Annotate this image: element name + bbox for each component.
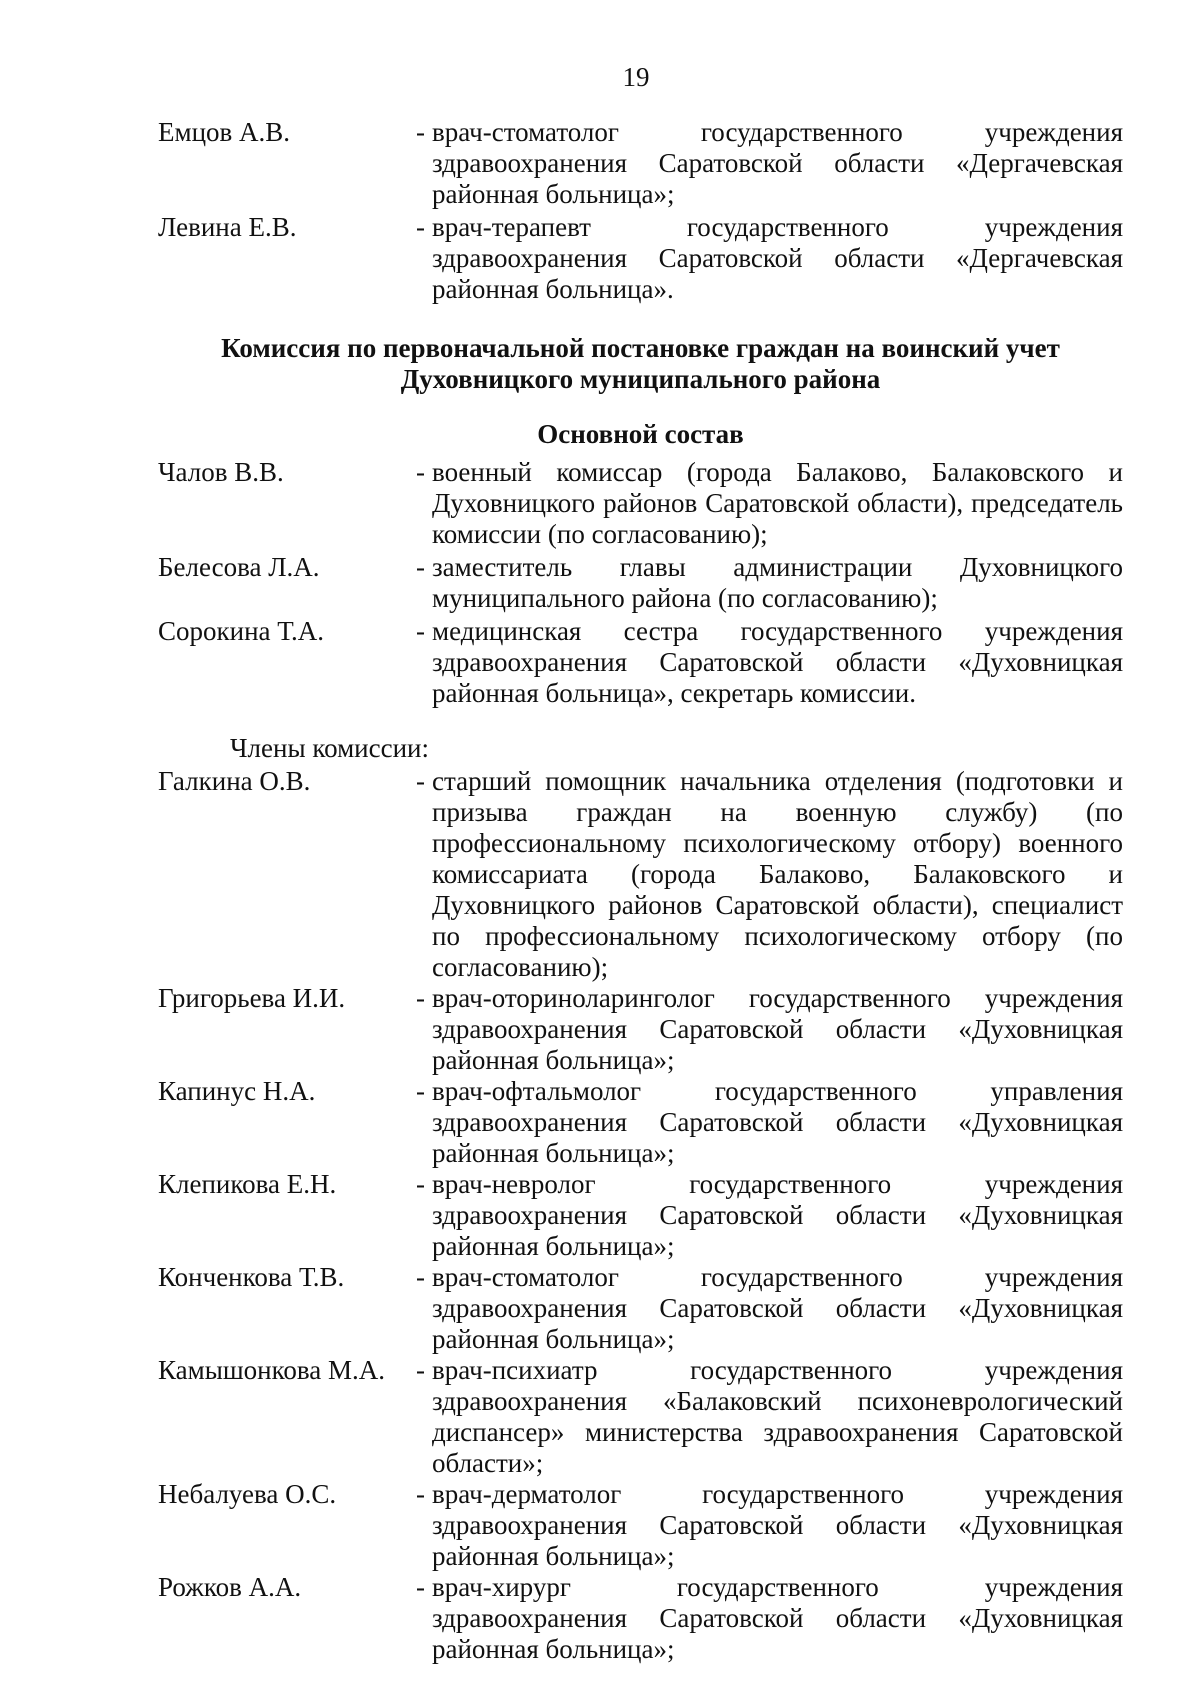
person-name: Чалов В.В. — [158, 457, 284, 487]
dash: - — [416, 766, 425, 796]
person-name: Галкина О.В. — [158, 766, 311, 796]
dash: - — [416, 616, 425, 646]
entries-block-3 — [158, 766, 1123, 1665]
person-name: Григорьева И.И. — [158, 983, 346, 1013]
dash: - — [416, 983, 425, 1013]
person-name: Сорокина Т.А. — [158, 616, 325, 646]
list-item — [158, 212, 1123, 305]
list-item — [158, 1076, 1123, 1169]
person-position: врач-стоматолог государственного учреждения здравоохранения Саратовской области «Духовницкая районная больница»; — [432, 1262, 1123, 1354]
person-name: Рожков А.А. — [158, 1572, 302, 1602]
person-name: Небалуева О.С. — [158, 1479, 337, 1509]
list-item — [158, 616, 1123, 709]
person-position: врач-стоматолог государственного учреждения здравоохранения Саратовской области «Дергачевская районная больница»; — [432, 117, 1123, 209]
entries-block-1 — [158, 117, 1123, 305]
person-name: Камышонкова М.А. — [158, 1355, 385, 1385]
person-position: заместитель главы администрации Духовницкого муниципального района (по согласованию); — [432, 552, 1123, 613]
person-position: врач-хирург государственного учреждения здравоохранения Саратовской области «Духовницкая районная больница»; — [432, 1572, 1123, 1664]
person-position: врач-терапевт государственного учреждения здравоохранения Саратовской области «Дергачевская районная больница». — [432, 212, 1123, 304]
person-position: врач-невролог государственного учреждения здравоохранения Саратовской области «Духовницкая районная больница»; — [432, 1169, 1123, 1261]
list-item — [158, 457, 1123, 550]
dash: - — [416, 1479, 425, 1509]
list-item — [158, 1169, 1123, 1262]
commission-title: Комиссия по первоначальной постановке граждан на воинский учет Духовницкого муниципального района — [221, 333, 1060, 394]
list-item — [158, 1355, 1123, 1479]
list-item — [158, 766, 1123, 983]
list-item — [158, 552, 1123, 614]
dash: - — [416, 1076, 425, 1106]
person-name: Клепикова Е.Н. — [158, 1169, 337, 1199]
person-position: старший помощник начальника отделения (подготовки и призыва граждан на военную службу) (по профессиональному психологическому отбору) военного комиссариата (города Балаково, Балаковского и Духовницкого районов Саратовской области), специалист по профессиональному психологическому отбору (по согласованию); — [432, 766, 1123, 982]
list-item — [158, 1262, 1123, 1355]
members-label: Члены комиссии: — [230, 733, 429, 763]
dash: - — [416, 117, 425, 147]
dash: - — [416, 1572, 425, 1602]
page-number: 19 — [622, 62, 650, 92]
person-position: врач-офтальмолог государственного управления здравоохранения Саратовской области «Духовницкая районная больница»; — [432, 1076, 1123, 1168]
dash: - — [416, 1262, 425, 1292]
person-position: врач-дерматолог государственного учреждения здравоохранения Саратовской области «Духовницкая районная больница»; — [432, 1479, 1123, 1571]
entries-block-2 — [158, 457, 1123, 709]
dash: - — [416, 552, 425, 582]
person-name: Емцов А.В. — [158, 117, 291, 147]
main-composition-title: Основной состав — [537, 419, 744, 449]
list-item — [158, 1572, 1123, 1665]
person-name: Капинус Н.А. — [158, 1076, 316, 1106]
person-name: Левина Е.В. — [158, 212, 297, 242]
person-name: Белесова Л.А. — [158, 552, 320, 582]
person-name: Конченкова Т.В. — [158, 1262, 345, 1292]
person-position: врач-психиатр государственного учреждения здравоохранения «Балаковский психоневрологический диспансер» министерства здравоохранения Саратовской области»; — [432, 1355, 1123, 1478]
list-item — [158, 983, 1123, 1076]
dash: - — [416, 212, 425, 242]
list-item — [158, 1479, 1123, 1572]
dash: - — [416, 1169, 425, 1199]
person-position: военный комиссар (города Балаково, Балаковского и Духовницкого районов Саратовской области), председатель комиссии (по согласованию); — [432, 457, 1123, 549]
dash: - — [416, 1355, 425, 1385]
person-position: врач-оториноларинголог государственного учреждения здравоохранения Саратовской области «Духовницкая районная больница»; — [432, 983, 1123, 1075]
person-position: медицинская сестра государственного учреждения здравоохранения Саратовской области «Духовницкая районная больница», секретарь комиссии. — [432, 616, 1123, 708]
list-item — [158, 117, 1123, 210]
dash: - — [416, 457, 425, 487]
